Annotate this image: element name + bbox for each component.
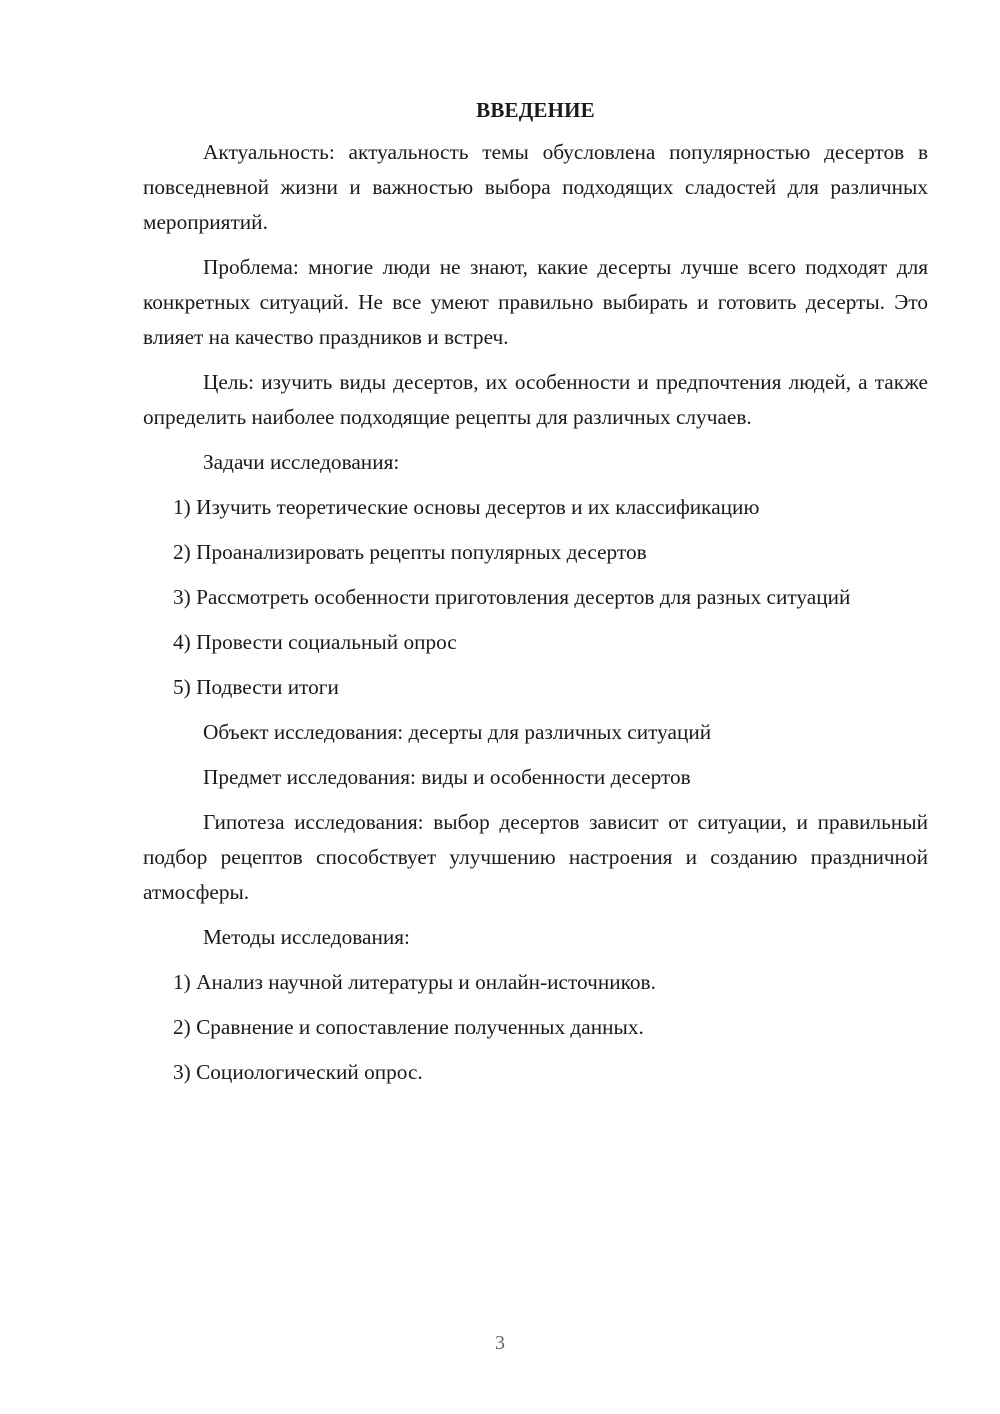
- tasks-heading: Задачи исследования:: [203, 450, 400, 474]
- document-page: [143, 93, 928, 1100]
- method-item: 1) Анализ научной литературы и онлайн-источников.: [173, 970, 656, 994]
- object-paragraph: Объект исследования: десерты для различных ситуаций: [203, 720, 712, 744]
- relevance-paragraph: Актуальность: актуальность темы обусловлена популярностью десертов в повседневной жизни и важностью выбора подходящих сладостей для различных мероприятий.: [143, 140, 928, 234]
- problem-paragraph: Проблема: многие люди не знают, какие десерты лучше всего подходят для конкретных ситуаций. Не все умеют правильно выбирать и готовить десерты. Это влияет на качество праздников и встреч.: [143, 255, 928, 349]
- task-item: 3) Рассмотреть особенности приготовления десертов для разных ситуаций: [173, 585, 851, 609]
- goal-paragraph: Цель: изучить виды десертов, их особенности и предпочтения людей, а также определить наиболее подходящие рецепты для различных случаев.: [143, 370, 928, 429]
- methods-heading: Методы исследования:: [203, 925, 410, 949]
- method-item: 2) Сравнение и сопоставление полученных данных.: [173, 1015, 644, 1039]
- page-number: 3: [495, 1332, 505, 1354]
- method-item: 3) Социологический опрос.: [173, 1060, 423, 1084]
- task-item: 2) Проанализировать рецепты популярных десертов: [173, 540, 647, 564]
- subject-paragraph: Предмет исследования: виды и особенности десертов: [203, 765, 691, 789]
- page-title: ВВЕДЕНИЕ: [476, 98, 595, 122]
- task-item: 1) Изучить теоретические основы десертов и их классификацию: [173, 495, 760, 519]
- task-item: 4) Провести социальный опрос: [173, 630, 457, 654]
- task-item: 5) Подвести итоги: [173, 675, 339, 699]
- hypothesis-paragraph: Гипотеза исследования: выбор десертов зависит от ситуации, и правильный подбор рецептов способствует улучшению настроения и созданию праздничной атмосферы.: [143, 810, 928, 904]
